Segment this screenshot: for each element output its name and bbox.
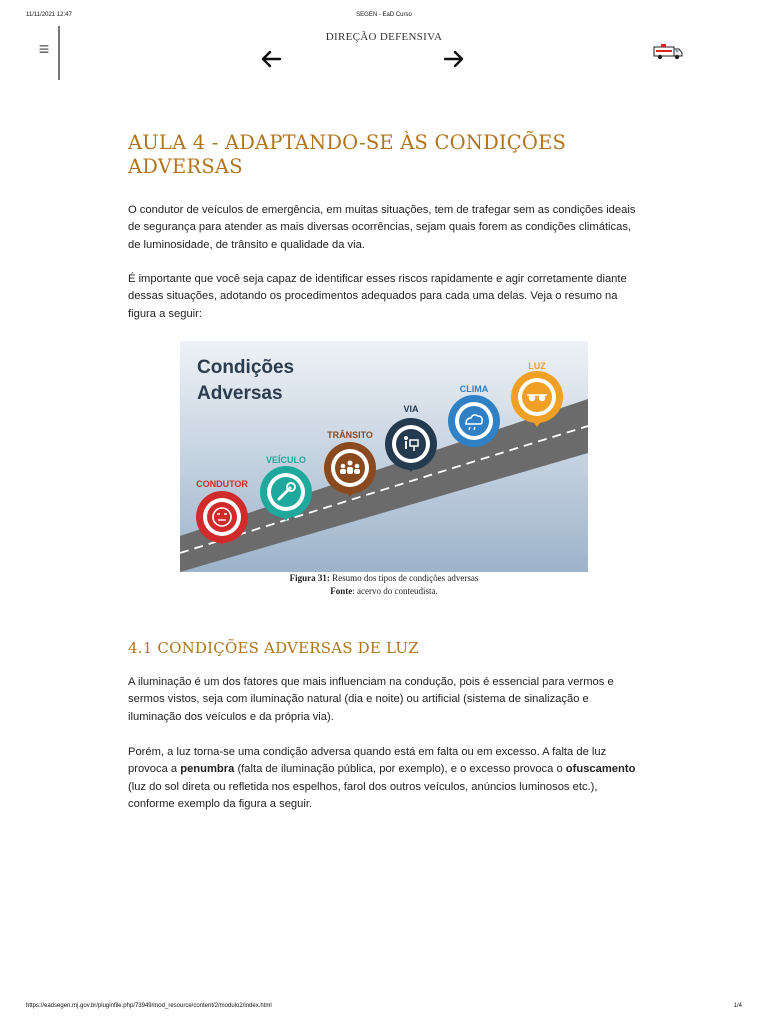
marker-label: TRÂNSITO bbox=[327, 430, 373, 440]
figure-illustration bbox=[180, 341, 588, 572]
print-datetime: 11/11/2021 12:47 bbox=[26, 12, 72, 18]
marker-label: CONDUTOR bbox=[196, 479, 248, 489]
term-ofuscamento: ofuscamento bbox=[565, 763, 636, 776]
arrow-left-icon[interactable] bbox=[260, 50, 282, 68]
source-text: : acervo do conteudista. bbox=[352, 586, 438, 596]
arrow-right-icon[interactable] bbox=[443, 50, 465, 68]
section-paragraph bbox=[128, 744, 640, 813]
lesson-content bbox=[128, 131, 640, 810]
lesson-title: AULA 4 - ADAPTANDO-SE ÀS CONDIÇÕES ADVERSAS bbox=[128, 131, 567, 178]
section-paragraph: A iluminação é um dos fatores que mais influenciam na condução, pois é essencial para vermos e sermos vistos, seja com iluminação natural (dia e noite) ou artificial (sistema de sinalização e iluminação dos veículos e da própria via). bbox=[128, 676, 614, 723]
caption-label: Figura 31: bbox=[289, 573, 330, 583]
figure-heading-line1: Condições bbox=[197, 357, 295, 378]
marker-condutor bbox=[196, 479, 248, 545]
ambulance-icon[interactable] bbox=[652, 42, 684, 60]
caption-text: Resumo dos tipos de condições adversas bbox=[329, 573, 479, 583]
term-penumbra: penumbra bbox=[180, 763, 235, 776]
lesson-paragraph: O condutor de veículos de emergência, em muitas situações, tem de trafegar sem as condições ideais de segurança para atender as mais diversas ocorrências, sejam quais forem as condições climáticas, de luminosidade, de trânsito e qualidade da via. bbox=[128, 204, 636, 251]
course-title: DIREÇÃO DEFENSIVA bbox=[325, 31, 443, 43]
figure-heading-line2: Adversas bbox=[197, 383, 283, 404]
hamburger-menu-icon[interactable]: ≡ bbox=[38, 39, 50, 59]
marker-label: VEÍCULO bbox=[265, 455, 307, 465]
section-title: 4.1 CONDIÇÕES ADVERSAS DE LUZ bbox=[128, 639, 419, 657]
course-topbar bbox=[0, 22, 768, 82]
text-run: (falta de iluminação pública, por exemplo), e o excesso provoca o bbox=[234, 763, 566, 776]
print-page-number: 1/4 bbox=[733, 1003, 742, 1009]
figure-caption bbox=[128, 572, 640, 598]
marker-label: CLIMA bbox=[459, 384, 489, 394]
print-page-title: SEGEN - EaD Curso bbox=[356, 12, 412, 18]
adverse-conditions-figure bbox=[180, 341, 588, 572]
print-url: https://eadsegen.mj.gov.br/pluginfile.php/73949/mod_resource/content/2/modulo2/index.html bbox=[26, 1003, 272, 1009]
source-label: Fonte bbox=[330, 586, 353, 596]
text-run: (luz do sol direta ou refletida nos espelhos, farol dos outros veículos, anúncios luminosos etc.), conforme exemplo da figura a seguir. bbox=[128, 780, 598, 810]
marker-label: LUZ bbox=[528, 361, 546, 371]
text-run: Porém, a luz torna-se uma condição adversa quando está em falta ou em excesso. A falta de luz provoca a bbox=[128, 746, 607, 776]
marker-label: VIA bbox=[403, 404, 419, 414]
lesson-paragraph: É importante que você seja capaz de identificar esses riscos rapidamente e agir corretamente diante dessas situações, adotando os procedimentos adequados para cada uma delas. Veja o resumo na figura a seguir: bbox=[128, 273, 627, 320]
